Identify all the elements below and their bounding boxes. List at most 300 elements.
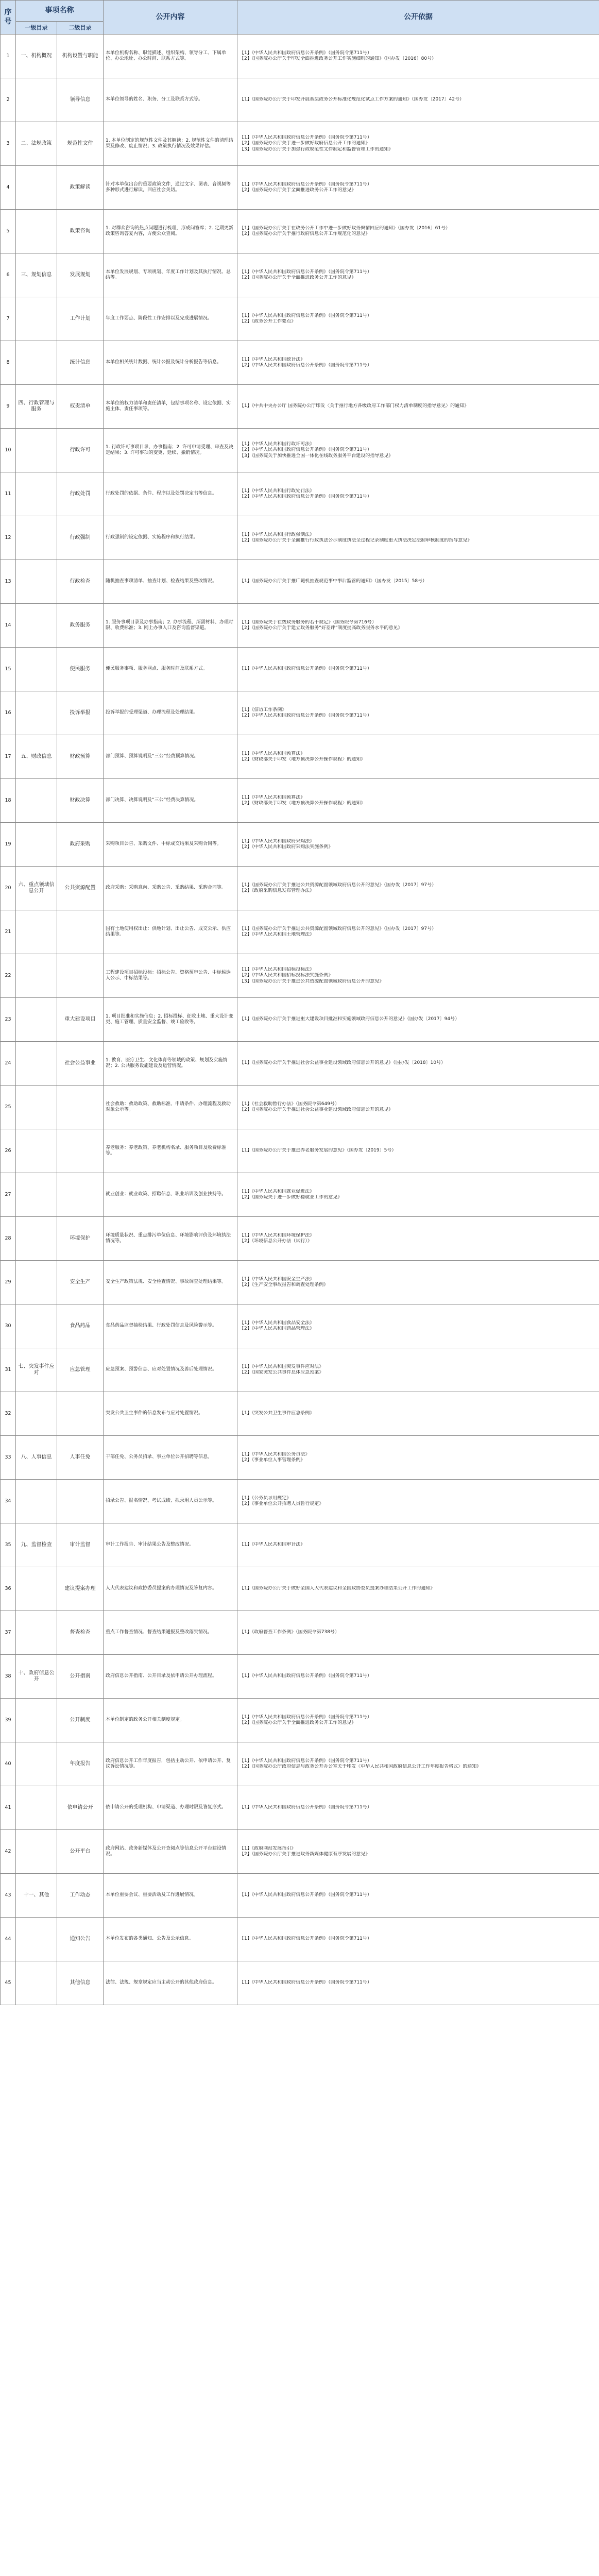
row-content: 本单位发布的各类通知、公告及公示信息。 bbox=[104, 1918, 237, 1961]
basis-item: 【2】《国务院办公厅关于全面推进政务公开工作的意见》 bbox=[239, 1720, 356, 1725]
basis-item: 【1】《信访工作条例》 bbox=[239, 707, 287, 713]
basis-item: 【1】《国务院办公厅关于推进公共资源配置领域政府信息公开的意见》（国办发〔2017〕97号） bbox=[239, 926, 437, 931]
basis-item: 【2】《中华人民共和国药品管理法》 bbox=[239, 1326, 315, 1331]
basis-item: 【1】《中华人民共和国就业促进法》 bbox=[239, 1189, 315, 1194]
row-level2: 重大建设项目 bbox=[57, 998, 104, 1042]
row-level1: 五、财政信息 bbox=[16, 735, 57, 779]
row-level1 bbox=[16, 1304, 57, 1348]
row-content: 政府采购：采购意向、采购公告、采购结果、采购合同等。 bbox=[104, 867, 237, 910]
row-content: 年度工作要点、阶段性工作安排以及完成进展情况。 bbox=[104, 297, 237, 341]
row-level2: 行政强制 bbox=[57, 516, 104, 560]
row-level2: 发展规划 bbox=[57, 253, 104, 297]
row-level1 bbox=[16, 1480, 57, 1523]
row-basis bbox=[237, 1742, 599, 1786]
table-row bbox=[1, 516, 599, 560]
row-level1 bbox=[16, 1830, 57, 1874]
row-level2: 公开制度 bbox=[57, 1699, 104, 1742]
row-basis bbox=[237, 1611, 599, 1655]
row-level2: 依申请公开 bbox=[57, 1786, 104, 1830]
row-level2: 审计监督 bbox=[57, 1523, 104, 1567]
row-no: 42 bbox=[1, 1830, 16, 1874]
table-row bbox=[1, 1436, 599, 1480]
row-basis bbox=[237, 604, 599, 648]
basis-item: 【1】《中华人民共和国政府信息公开条例》（国务院令第711号） bbox=[239, 181, 372, 187]
row-content: 1. 服务事项目录及办事指南；2. 办事流程、所需材料、办理时限、收费标准；3. 网上办事入口及咨询监督渠道。 bbox=[104, 604, 237, 648]
row-content: 本单位制定的政务公开相关制度规定。 bbox=[104, 1699, 237, 1742]
row-no: 2 bbox=[1, 78, 16, 122]
row-basis bbox=[237, 1392, 599, 1436]
row-level1: 八、人事信息 bbox=[16, 1436, 57, 1480]
row-basis bbox=[237, 516, 599, 560]
row-content: 重点工作督查情况、督查结果通报及整改落实情况。 bbox=[104, 1611, 237, 1655]
row-no: 44 bbox=[1, 1918, 16, 1961]
row-basis bbox=[237, 1261, 599, 1304]
row-basis bbox=[237, 1304, 599, 1348]
row-level1 bbox=[16, 1129, 57, 1173]
table-row bbox=[1, 954, 599, 998]
row-basis bbox=[237, 1129, 599, 1173]
table-row bbox=[1, 1480, 599, 1523]
row-level2: 政策解读 bbox=[57, 166, 104, 210]
row-no: 39 bbox=[1, 1699, 16, 1742]
row-level2: 行政处罚 bbox=[57, 472, 104, 516]
basis-item: 【1】《中华人民共和国政府信息公开条例》（国务院令第711号） bbox=[239, 269, 372, 275]
basis-item: 【2】《事业单位人事管理条例》 bbox=[239, 1458, 305, 1463]
basis-item: 【2】《国务院办公厅关于全面推行行政执法公示制度执法全过程记录制度重大执法决定法制审核制度的指导意见》 bbox=[239, 538, 472, 543]
basis-item: 【1】《中华人民共和国政府信息公开条例》（国务院令第711号） bbox=[239, 50, 372, 56]
row-basis bbox=[237, 1567, 599, 1611]
basis-item: 【1】《中华人民共和国政府信息公开条例》（国务院令第711号） bbox=[239, 1936, 372, 1942]
basis-item: 【2】《政府采购信息发布管理办法》 bbox=[239, 888, 315, 893]
basis-item: 【2】《中华人民共和国政府采购法实施条例》 bbox=[239, 844, 333, 850]
basis-item: 【1】《中华人民共和国政府信息公开条例》（国务院令第711号） bbox=[239, 1714, 372, 1720]
table-row bbox=[1, 1699, 599, 1742]
row-level1: 七、突发事件应对 bbox=[16, 1348, 57, 1392]
table-row bbox=[1, 1348, 599, 1392]
basis-item: 【1】《国务院办公厅关于印发开展基层政务公开标准化规范化试点工作方案的通知》（国办发〔2017〕42号） bbox=[239, 97, 465, 103]
basis-item: 【1】《中华人民共和国招标投标法》 bbox=[239, 967, 315, 973]
basis-item: 【2】《国务院办公厅关于建立政务服务“好差评”制度提高政务服务水平的意见》 bbox=[239, 625, 403, 631]
row-level1 bbox=[16, 1392, 57, 1436]
table-row bbox=[1, 1042, 599, 1086]
row-level1: 九、监督检查 bbox=[16, 1523, 57, 1567]
basis-item: 【1】《中华人民共和国政府信息公开条例》（国务院令第711号） bbox=[239, 1673, 372, 1679]
row-no: 36 bbox=[1, 1567, 16, 1611]
row-content: 依申请公开的受理机构、申请渠道、办理时限及答复形式。 bbox=[104, 1786, 237, 1830]
row-level1 bbox=[16, 1786, 57, 1830]
row-content: 安全生产政策法规、安全检查情况、事故调查处理结果等。 bbox=[104, 1261, 237, 1304]
row-no: 34 bbox=[1, 1480, 16, 1523]
basis-item: 【3】《国务院办公厅关于推进公共资源配置领域政府信息公开的意见》 bbox=[239, 978, 384, 984]
row-basis bbox=[237, 166, 599, 210]
row-basis bbox=[237, 691, 599, 735]
row-no: 31 bbox=[1, 1348, 16, 1392]
row-basis bbox=[237, 1348, 599, 1392]
row-no: 37 bbox=[1, 1611, 16, 1655]
table-row bbox=[1, 1830, 599, 1874]
row-no: 9 bbox=[1, 385, 16, 429]
basis-item: 【2】《中华人民共和国政府信息公开条例》（国务院令第711号） bbox=[239, 363, 372, 368]
basis-item: 【2】《环境信息公开办法（试行）》 bbox=[239, 1239, 312, 1244]
basis-item: 【1】《中华人民共和国行政许可法》 bbox=[239, 442, 315, 447]
table-row bbox=[1, 1786, 599, 1830]
row-content: 环境质量状况、重点排污单位信息、环境影响评价及环境执法情况等。 bbox=[104, 1217, 237, 1261]
row-level2: 行政检查 bbox=[57, 560, 104, 604]
row-level1 bbox=[16, 297, 57, 341]
basis-item: 【1】《国务院办公厅关于做好全国人大代表建议和全国政协委员提案办理结果公开工作的通知》 bbox=[239, 1586, 435, 1591]
table-row bbox=[1, 604, 599, 648]
header-no: 序号 bbox=[1, 1, 16, 35]
row-no: 15 bbox=[1, 648, 16, 691]
row-content: 本单位重要会议、重要活动及工作进展情况。 bbox=[104, 1874, 237, 1918]
basis-item: 【1】《国务院办公厅关于推进社会公益事业建设领域政府信息公开的意见》（国办发〔2018〕10号） bbox=[239, 1060, 446, 1066]
row-no: 41 bbox=[1, 1786, 16, 1830]
table-row bbox=[1, 560, 599, 604]
row-basis bbox=[237, 779, 599, 823]
basis-item: 【2】《生产安全事故报告和调查处理条例》 bbox=[239, 1282, 329, 1287]
basis-item: 【2】《中华人民共和国政府信息公开条例》（国务院令第711号） bbox=[239, 713, 372, 718]
basis-item: 【1】《中华人民共和国政府信息公开条例》（国务院令第711号） bbox=[239, 313, 372, 318]
row-no: 14 bbox=[1, 604, 16, 648]
basis-item: 【1】《中华人民共和国审计法》 bbox=[239, 1542, 305, 1548]
row-no: 1 bbox=[1, 35, 16, 78]
row-content: 随机抽查事项清单、抽查计划、检查结果及整改情况。 bbox=[104, 560, 237, 604]
row-level2: 机构设置与职能 bbox=[57, 35, 104, 78]
basis-item: 【1】《国务院办公厅关于推进养老服务发展的意见》（国办发〔2019〕5号） bbox=[239, 1148, 397, 1154]
row-level1 bbox=[16, 1042, 57, 1086]
basis-item: 【1】《中华人民共和国行政强制法》 bbox=[239, 532, 315, 537]
basis-item: 【2】《国务院办公厅关于全面推进政务公开工作的意见》 bbox=[239, 188, 356, 193]
row-level1 bbox=[16, 823, 57, 867]
row-basis bbox=[237, 341, 599, 385]
basis-item: 【1】《社会救助暂行办法》（国务院令第649号） bbox=[239, 1101, 339, 1107]
row-level2: 年度报告 bbox=[57, 1742, 104, 1786]
row-level2: 建议提案办理 bbox=[57, 1567, 104, 1611]
row-level1 bbox=[16, 1611, 57, 1655]
row-level2: 公开平台 bbox=[57, 1830, 104, 1874]
row-content: 部门预算、预算说明及“三公”经费预算情况。 bbox=[104, 735, 237, 779]
row-content: 人大代表建议和政协委员提案的办理情况及答复内容。 bbox=[104, 1567, 237, 1611]
table-row bbox=[1, 1261, 599, 1304]
header-level1: 一级目录 bbox=[16, 22, 57, 35]
row-level1 bbox=[16, 691, 57, 735]
header-basis: 公开依据 bbox=[237, 1, 599, 35]
row-level2: 食品药品 bbox=[57, 1304, 104, 1348]
row-basis bbox=[237, 1655, 599, 1699]
row-no: 4 bbox=[1, 166, 16, 210]
row-content: 国有土地使用权出让：供地计划、出让公告、成交公示、供应结果等。 bbox=[104, 910, 237, 954]
basis-item: 【1】《政府督查工作条例》（国务院令第738号） bbox=[239, 1630, 339, 1635]
basis-item: 【2】《政务公开工作要点》 bbox=[239, 319, 296, 324]
row-basis bbox=[237, 385, 599, 429]
row-level1 bbox=[16, 998, 57, 1042]
row-level1 bbox=[16, 1699, 57, 1742]
basis-item: 【2】《国务院办公厅关于推行政府信息公开工作规范化的意见》 bbox=[239, 231, 370, 236]
row-basis bbox=[237, 998, 599, 1042]
basis-item: 【1】《中华人民共和国政府信息公开条例》（国务院令第711号） bbox=[239, 135, 372, 141]
basis-item: 【1】《中华人民共和国行政处罚法》 bbox=[239, 488, 315, 494]
row-content: 工程建设项目招标投标：招标公告、资格预审公告、中标候选人公示、中标结果等。 bbox=[104, 954, 237, 998]
table-row bbox=[1, 78, 599, 122]
basis-item: 【1】《中华人民共和国环境保护法》 bbox=[239, 1232, 315, 1238]
row-basis bbox=[237, 954, 599, 998]
basis-item: 【2】《事业单位公开招聘人员暂行规定》 bbox=[239, 1501, 324, 1506]
row-level2: 人事任免 bbox=[57, 1436, 104, 1480]
basis-item: 【1】《中华人民共和国政府采购法》 bbox=[239, 838, 315, 844]
row-basis bbox=[237, 1786, 599, 1830]
basis-item: 【2】《国务院办公厅关于进一步做好政府信息公开工作的通知》 bbox=[239, 141, 370, 146]
row-level2: 规范性文件 bbox=[57, 122, 104, 166]
basis-item: 【1】《中华人民共和国预算法》 bbox=[239, 794, 305, 800]
row-level2 bbox=[57, 1392, 104, 1436]
row-level1 bbox=[16, 516, 57, 560]
row-level1 bbox=[16, 1961, 57, 2005]
row-basis bbox=[237, 35, 599, 78]
basis-item: 【1】《中华人民共和国突发事件应对法》 bbox=[239, 1364, 324, 1369]
table-row bbox=[1, 1173, 599, 1217]
row-no: 38 bbox=[1, 1655, 16, 1699]
row-basis bbox=[237, 1523, 599, 1567]
row-content: 行政强制的设定依据、实施程序和执行结果。 bbox=[104, 516, 237, 560]
row-content: 1. 项目批准和实施信息；2. 招标投标、征收土地、重大设计变更、施工管理、质量安全监督、竣工验收等。 bbox=[104, 998, 237, 1042]
row-level2: 工作动态 bbox=[57, 1874, 104, 1918]
basis-item: 【1】《公务员录用规定》 bbox=[239, 1495, 292, 1501]
basis-item: 【2】《财政部关于印发〈地方预决算公开操作规程〉的通知》 bbox=[239, 801, 366, 806]
row-content: 部门决算、决算说明及“三公”经费决算情况。 bbox=[104, 779, 237, 823]
row-level1 bbox=[16, 779, 57, 823]
row-basis bbox=[237, 910, 599, 954]
header-level2: 二级目录 bbox=[57, 22, 104, 35]
row-level1: 一、机构概况 bbox=[16, 35, 57, 78]
row-no: 33 bbox=[1, 1436, 16, 1480]
table-row bbox=[1, 1611, 599, 1655]
row-basis bbox=[237, 1480, 599, 1523]
row-basis bbox=[237, 1042, 599, 1086]
row-level2: 通知公告 bbox=[57, 1918, 104, 1961]
basis-item: 【1】《中华人民共和国食品安全法》 bbox=[239, 1320, 315, 1326]
header-category: 事项名称 bbox=[16, 1, 104, 22]
table-row bbox=[1, 1086, 599, 1129]
table-row bbox=[1, 648, 599, 691]
table-row bbox=[1, 1918, 599, 1961]
row-level1 bbox=[16, 78, 57, 122]
basis-item: 【1】《国务院办公厅关于推进公共资源配置领域政府信息公开的意见》（国办发〔2017〕97号） bbox=[239, 882, 437, 888]
row-level1 bbox=[16, 341, 57, 385]
row-no: 40 bbox=[1, 1742, 16, 1786]
row-content: 本单位发展规划、专项规划、年度工作计划及其执行情况、总结等。 bbox=[104, 253, 237, 297]
row-no: 19 bbox=[1, 823, 16, 867]
table-row bbox=[1, 297, 599, 341]
row-level2: 财政决算 bbox=[57, 779, 104, 823]
basis-item: 【1】《中华人民共和国统计法》 bbox=[239, 357, 305, 362]
row-level1 bbox=[16, 472, 57, 516]
row-level2 bbox=[57, 1173, 104, 1217]
basis-item: 【2】《中华人民共和国土地管理法》 bbox=[239, 932, 315, 937]
row-basis bbox=[237, 1173, 599, 1217]
row-level2: 便民服务 bbox=[57, 648, 104, 691]
row-level1 bbox=[16, 954, 57, 998]
row-level1: 四、行政管理与服务 bbox=[16, 385, 57, 429]
header-content: 公开内容 bbox=[104, 1, 237, 35]
row-level1: 三、规划信息 bbox=[16, 253, 57, 297]
row-level2: 政府采购 bbox=[57, 823, 104, 867]
row-basis bbox=[237, 1874, 599, 1918]
table-row bbox=[1, 910, 599, 954]
row-level1 bbox=[16, 560, 57, 604]
basis-item: 【1】《中华人民共和国公务员法》 bbox=[239, 1451, 310, 1457]
row-content: 法律、法规、规章规定应当主动公开的其他政府信息。 bbox=[104, 1961, 237, 2005]
row-basis bbox=[237, 823, 599, 867]
row-level2 bbox=[57, 1129, 104, 1173]
row-no: 22 bbox=[1, 954, 16, 998]
basis-item: 【1】《中华人民共和国政府信息公开条例》（国务院令第711号） bbox=[239, 666, 372, 672]
row-no: 3 bbox=[1, 122, 16, 166]
table-row bbox=[1, 1742, 599, 1786]
row-level1 bbox=[16, 210, 57, 253]
row-content: 本单位机构名称、职能描述、组织架构、领导分工、下属单位、办公地址、办公时间、联系方式等。 bbox=[104, 35, 237, 78]
row-no: 29 bbox=[1, 1261, 16, 1304]
row-content: 社会救助：救助政策、救助标准、申请条件、办理流程及救助对象公示等。 bbox=[104, 1086, 237, 1129]
row-content: 本单位领导的姓名、职务、分工及联系方式等。 bbox=[104, 78, 237, 122]
table-row bbox=[1, 735, 599, 779]
row-no: 25 bbox=[1, 1086, 16, 1129]
row-content: 招录公告、报名情况、考试成绩、拟录用人员公示等。 bbox=[104, 1480, 237, 1523]
basis-item: 【2】《国务院办公厅政府信息与政务公开办公室关于印发〈中华人民共和国政府信息公开工作年度报告格式〉的通知》 bbox=[239, 1764, 482, 1769]
row-basis bbox=[237, 297, 599, 341]
row-content: 1. 行政许可事项目录、办事指南；2. 许可申请受理、审查及决定结果；3. 许可事项的变更、延续、撤销情况。 bbox=[104, 429, 237, 472]
row-level1 bbox=[16, 166, 57, 210]
row-no: 28 bbox=[1, 1217, 16, 1261]
table-row bbox=[1, 1874, 599, 1918]
row-content: 采购项目公告、采购文件、中标成交结果及采购合同等。 bbox=[104, 823, 237, 867]
row-no: 27 bbox=[1, 1173, 16, 1217]
basis-item: 【2】《中华人民共和国招标投标法实施条例》 bbox=[239, 973, 333, 978]
row-no: 8 bbox=[1, 341, 16, 385]
row-level2: 权责清单 bbox=[57, 385, 104, 429]
basis-item: 【2】《国务院关于进一步做好稳就业工作的意见》 bbox=[239, 1195, 343, 1200]
row-level1: 六、重点领域信息公开 bbox=[16, 867, 57, 910]
row-level2 bbox=[57, 1480, 104, 1523]
row-basis bbox=[237, 735, 599, 779]
row-level2 bbox=[57, 954, 104, 998]
row-level2: 财政预算 bbox=[57, 735, 104, 779]
row-content: 本单位的权力清单和责任清单，包括事项名称、设定依据、实施主体、责任事项等。 bbox=[104, 385, 237, 429]
table-row bbox=[1, 1217, 599, 1261]
basis-item: 【2】《中华人民共和国政府信息公开条例》（国务院令第711号） bbox=[239, 494, 372, 499]
basis-item: 【2】《财政部关于印发〈地方预决算公开操作规程〉的通知》 bbox=[239, 757, 366, 762]
row-no: 5 bbox=[1, 210, 16, 253]
basis-item: 【1】《国务院办公厅关于推进重大建设项目批准和实施领域政府信息公开的意见》（国办发〔2017〕94号） bbox=[239, 1016, 460, 1022]
row-no: 32 bbox=[1, 1392, 16, 1436]
table-row bbox=[1, 823, 599, 867]
basis-item: 【1】《中华人民共和国安全生产法》 bbox=[239, 1276, 315, 1282]
row-basis bbox=[237, 1699, 599, 1742]
row-content: 食品药品监督抽检结果、行政处罚信息及风险警示等。 bbox=[104, 1304, 237, 1348]
row-content: 针对本单位出台的重要政策文件，通过文字、图表、音视频等多种形式进行解读，回应社会关切。 bbox=[104, 166, 237, 210]
row-content: 政府网站、政务新媒体及公开查阅点等信息公开平台建设情况。 bbox=[104, 1830, 237, 1874]
table-header bbox=[1, 1, 599, 35]
row-no: 24 bbox=[1, 1042, 16, 1086]
table-row bbox=[1, 1567, 599, 1611]
row-basis bbox=[237, 78, 599, 122]
row-level1: 十、政府信息公开 bbox=[16, 1655, 57, 1699]
row-no: 18 bbox=[1, 779, 16, 823]
table-row bbox=[1, 867, 599, 910]
row-level1 bbox=[16, 1173, 57, 1217]
row-level2: 安全生产 bbox=[57, 1261, 104, 1304]
row-level2: 统计信息 bbox=[57, 341, 104, 385]
row-basis bbox=[237, 122, 599, 166]
row-level2: 工作计划 bbox=[57, 297, 104, 341]
basis-item: 【1】《中华人民共和国政府信息公开条例》（国务院令第711号） bbox=[239, 1892, 372, 1898]
row-no: 35 bbox=[1, 1523, 16, 1567]
row-level2: 领导信息 bbox=[57, 78, 104, 122]
row-level2: 行政许可 bbox=[57, 429, 104, 472]
basis-item: 【1】《中华人民共和国政府信息公开条例》（国务院令第711号） bbox=[239, 1980, 372, 1986]
table-row bbox=[1, 1523, 599, 1567]
table-row bbox=[1, 779, 599, 823]
row-no: 20 bbox=[1, 867, 16, 910]
basis-item: 【1】《国务院办公厅关于推广随机抽查规范事中事后监管的通知》（国办发〔2015〕58号） bbox=[239, 579, 427, 584]
table-row bbox=[1, 429, 599, 472]
table-row bbox=[1, 166, 599, 210]
row-basis bbox=[237, 472, 599, 516]
row-basis bbox=[237, 1436, 599, 1480]
table-body bbox=[1, 35, 599, 2005]
row-content: 便民服务事项、服务网点、服务时间及联系方式。 bbox=[104, 648, 237, 691]
row-level1 bbox=[16, 1086, 57, 1129]
table-row bbox=[1, 1392, 599, 1436]
table-row bbox=[1, 385, 599, 429]
row-no: 30 bbox=[1, 1304, 16, 1348]
table-row bbox=[1, 691, 599, 735]
row-level2: 社会公益事业 bbox=[57, 1042, 104, 1086]
row-no: 17 bbox=[1, 735, 16, 779]
row-basis bbox=[237, 560, 599, 604]
basis-item: 【2】《中华人民共和国政府信息公开条例》（国务院令第711号） bbox=[239, 447, 372, 453]
basis-item: 【2】《国务院办公厅关于全面推进政务公开工作的意见》 bbox=[239, 275, 356, 280]
table-row bbox=[1, 253, 599, 297]
row-level1: 十一、其他 bbox=[16, 1874, 57, 1918]
row-basis bbox=[237, 429, 599, 472]
row-level2: 督查检查 bbox=[57, 1611, 104, 1655]
row-level1 bbox=[16, 1918, 57, 1961]
row-level2: 政策咨询 bbox=[57, 210, 104, 253]
row-level1 bbox=[16, 1742, 57, 1786]
table-row bbox=[1, 35, 599, 78]
row-level2: 应急管理 bbox=[57, 1348, 104, 1392]
row-basis bbox=[237, 1086, 599, 1129]
basis-item: 【2】《国务院办公厅关于推进社会公益事业建设领域政府信息公开的意见》 bbox=[239, 1107, 393, 1112]
row-level1 bbox=[16, 1261, 57, 1304]
row-level2: 投诉举报 bbox=[57, 691, 104, 735]
row-content: 行政处罚的依据、条件、程序以及处罚决定书等信息。 bbox=[104, 472, 237, 516]
row-content: 审计工作报告、审计结果公告及整改情况。 bbox=[104, 1523, 237, 1567]
row-level1 bbox=[16, 429, 57, 472]
table-row bbox=[1, 122, 599, 166]
row-basis bbox=[237, 1217, 599, 1261]
basis-item: 【2】《国务院办公厅关于推进政务新媒体健康有序发展的意见》 bbox=[239, 1852, 370, 1857]
basis-item: 【1】《中华人民共和国政府信息公开条例》（国务院令第711号） bbox=[239, 1758, 372, 1764]
basis-item: 【1】《国务院关于在线政务服务的若干规定》（国务院令第716号） bbox=[239, 619, 376, 625]
row-content: 就业创业：就业政策、招聘信息、职业培训及创业扶持等。 bbox=[104, 1173, 237, 1217]
row-no: 26 bbox=[1, 1129, 16, 1173]
row-no: 11 bbox=[1, 472, 16, 516]
row-level2: 公共资源配置 bbox=[57, 867, 104, 910]
row-no: 12 bbox=[1, 516, 16, 560]
row-content: 干部任免、公务员招录、事业单位公开招聘等信息。 bbox=[104, 1436, 237, 1480]
table-row bbox=[1, 998, 599, 1042]
